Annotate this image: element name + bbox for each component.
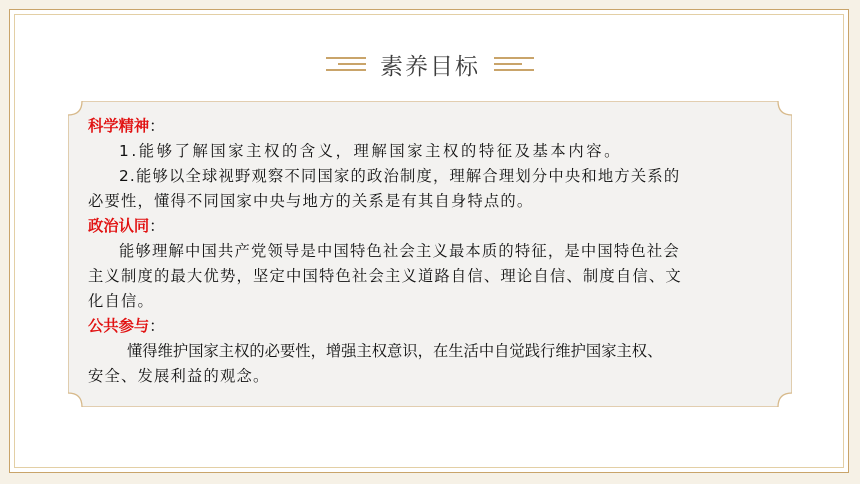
science-line-3: 必要性，懂得不同国家中央与地方的关系是有其自身特点的。 xyxy=(88,192,534,210)
section-heading-science: 科学精神： xyxy=(88,117,165,135)
title-decoration-right xyxy=(494,57,534,71)
politics-line-3: 化自信。 xyxy=(88,292,154,310)
science-line-2: 2.能够以全球视野观察不同国家的政治制度，理解合理划分中央和地方关系的 xyxy=(119,167,681,185)
politics-line-2: 主义制度的最大优势，坚定中国特色社会主义道路自信、理论自信、制度自信、文 xyxy=(88,267,682,285)
section-heading-politics: 政治认同： xyxy=(88,217,165,235)
page-title: 素养目标 xyxy=(380,53,480,80)
politics-line-1: 能够理解中国共产党领导是中国特色社会主义最本质的特征，是中国特色社会 xyxy=(119,242,680,260)
participation-line-1: 懂得维护国家主权的必要性，增强主权意识，在生活中自觉践行维护国家主权、 xyxy=(127,342,663,360)
participation-line-2: 安全、发展利益的观念。 xyxy=(88,367,270,385)
science-line-1: 1.能够了解国家主权的含义，理解国家主权的特征及基本内容。 xyxy=(119,142,623,160)
card-content xyxy=(88,114,792,394)
title-decoration-left xyxy=(326,57,366,71)
title-bar xyxy=(0,44,860,84)
section-heading-participation: 公共参与： xyxy=(88,317,165,335)
